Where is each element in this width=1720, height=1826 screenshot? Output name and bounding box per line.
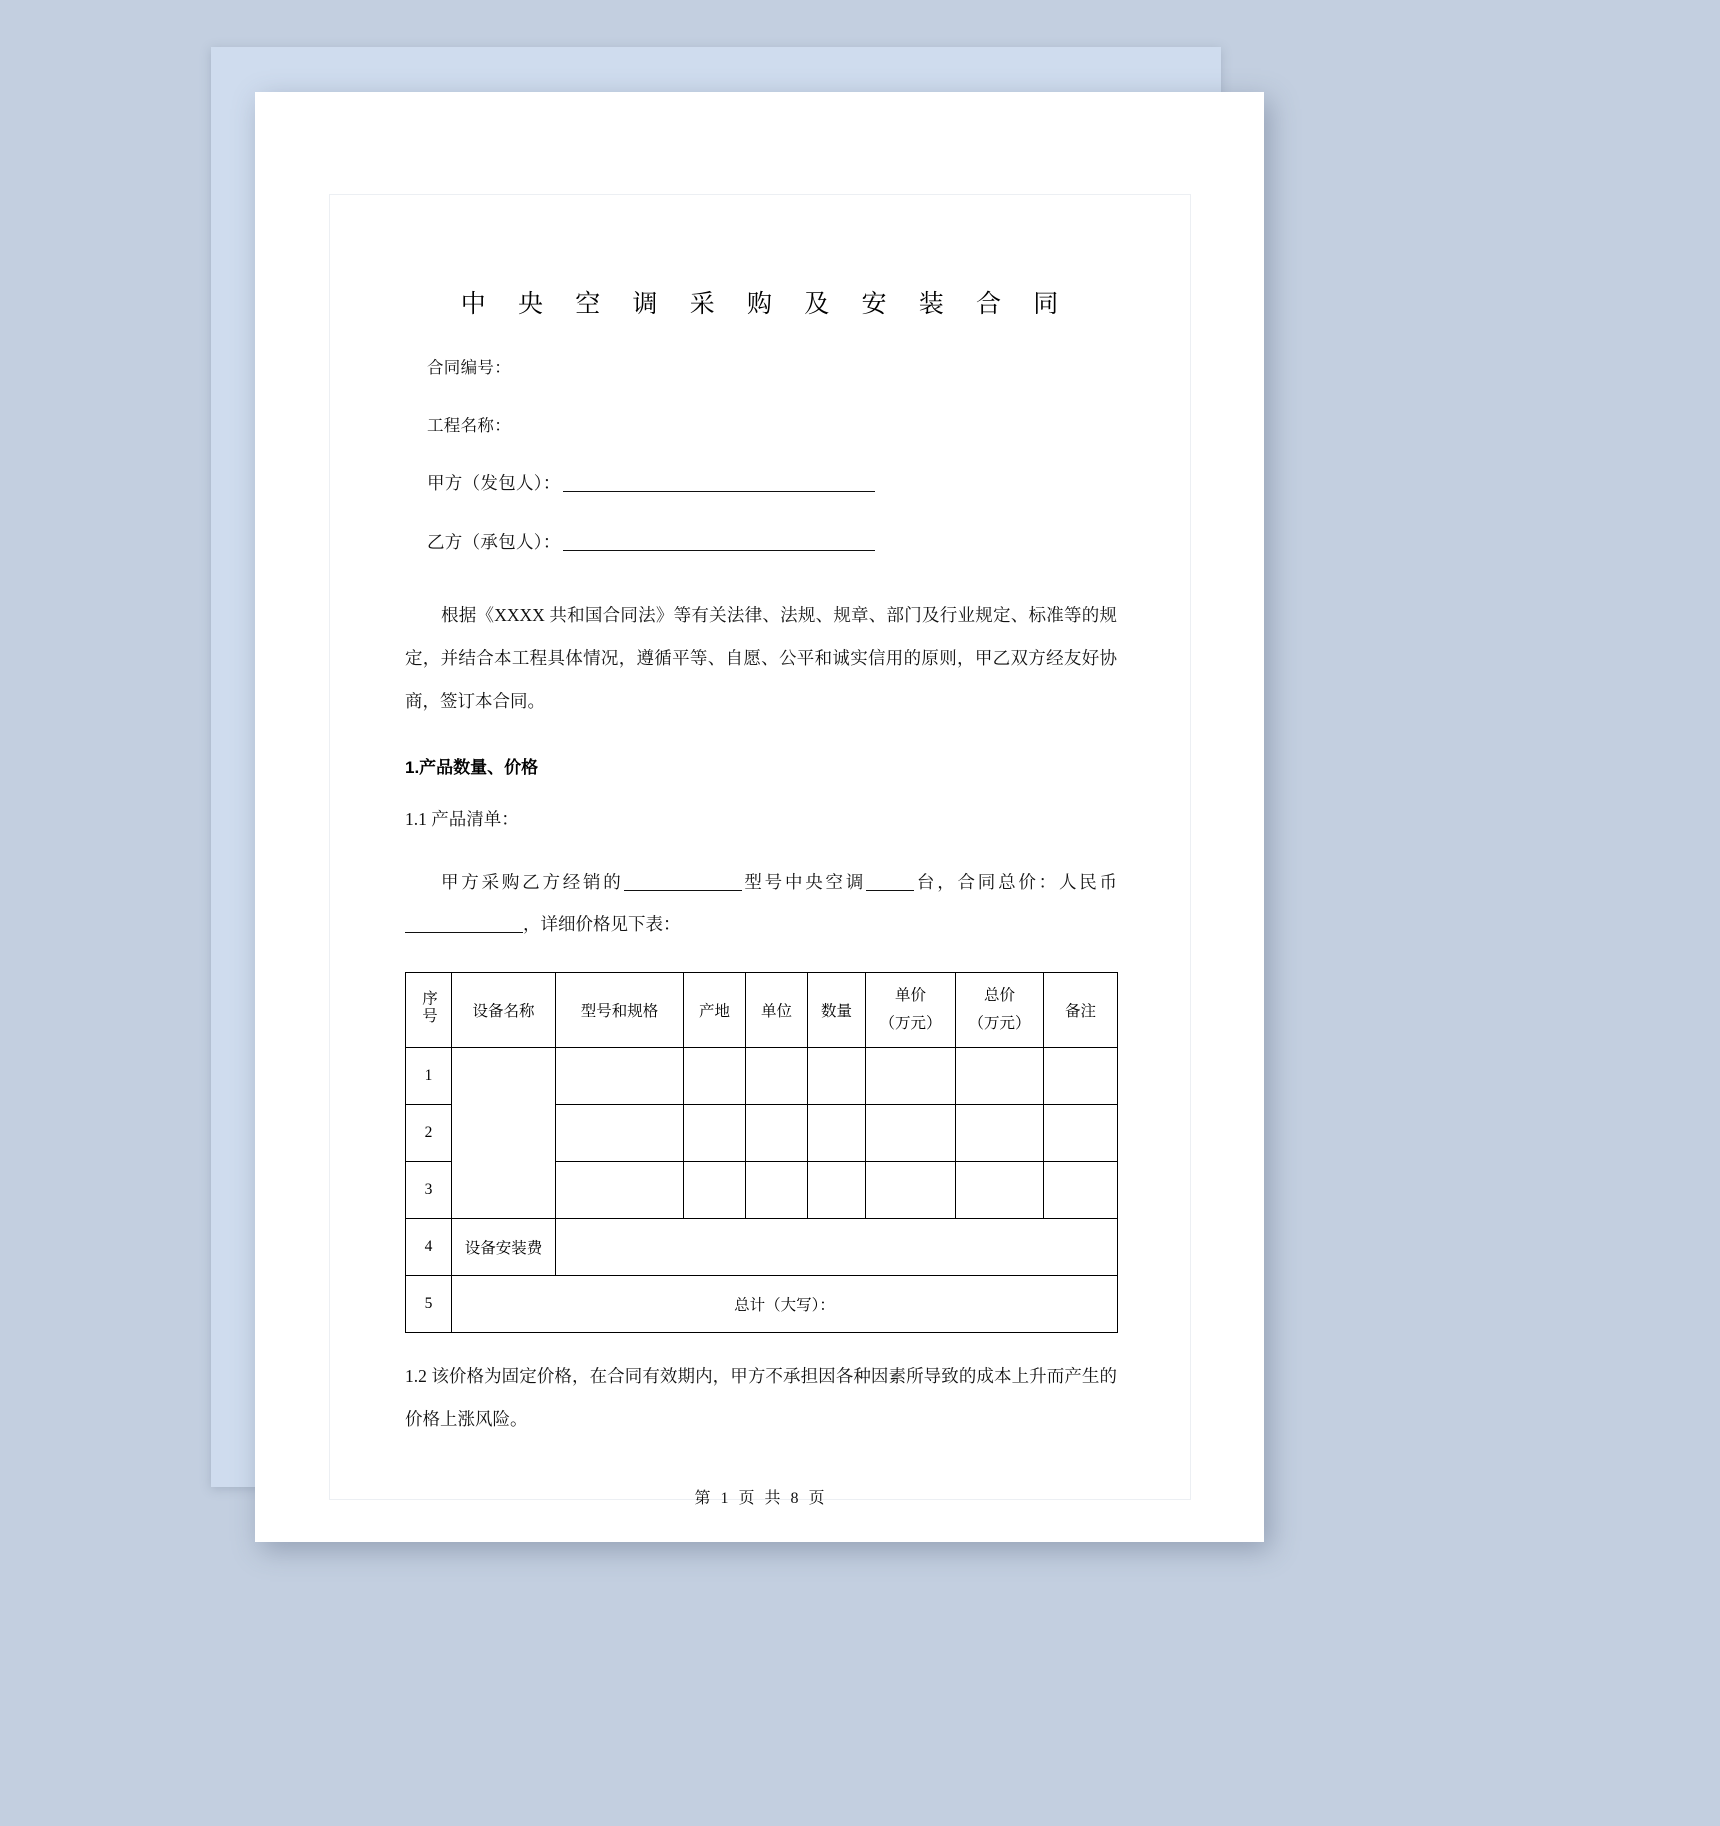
table-header-unit: 单位 — [746, 973, 808, 1048]
table-header-equipment-name: 设备名称 — [452, 973, 556, 1048]
cell-no: 4 — [406, 1219, 452, 1276]
cell-model-spec[interactable] — [556, 1105, 684, 1162]
field-contract-number — [405, 354, 1117, 378]
field-party-b-label: 乙方（承包人）： — [427, 532, 561, 552]
cell-quantity[interactable] — [808, 1162, 866, 1219]
table-header-quantity: 数量 — [808, 973, 866, 1048]
cell-installation-fee-label: 设备安装费 — [452, 1219, 556, 1276]
cell-model-spec[interactable] — [556, 1048, 684, 1105]
table-header-model-spec: 型号和规格 — [556, 973, 684, 1048]
cell-remark[interactable] — [1044, 1048, 1118, 1105]
cell-no: 2 — [406, 1105, 452, 1162]
field-party-a-blank[interactable] — [563, 491, 875, 492]
table-header-origin: 产地 — [684, 973, 746, 1048]
section-1-1-heading: 1.1 产品清单： — [405, 809, 519, 830]
cell-remark[interactable] — [1044, 1105, 1118, 1162]
cell-no: 3 — [406, 1162, 452, 1219]
field-party-a-label: 甲方（发包人）： — [427, 473, 561, 493]
quantity-blank[interactable] — [866, 890, 914, 891]
purchase-paragraph — [405, 861, 1117, 947]
table-header-row — [406, 973, 1118, 1048]
model-blank[interactable] — [624, 890, 742, 891]
cell-equipment-name[interactable] — [452, 1048, 556, 1219]
field-project-name — [405, 412, 1117, 436]
cell-unit[interactable] — [746, 1162, 808, 1219]
document-page — [255, 92, 1264, 1542]
cell-model-spec[interactable] — [556, 1162, 684, 1219]
purchase-text-part3: 台，合同总价：人民币 — [914, 871, 1118, 892]
cell-total-price[interactable] — [956, 1162, 1044, 1219]
table-header-remark: 备注 — [1044, 973, 1118, 1048]
table-header-no — [406, 973, 452, 1048]
cell-unit[interactable] — [746, 1048, 808, 1105]
table-header-total-price — [956, 973, 1044, 1048]
table-header-total-price-line1: 总价 — [983, 986, 1015, 1004]
total-amount-blank[interactable] — [405, 932, 523, 933]
table-header-no-text: 序号 — [420, 990, 438, 1026]
table-header-unit-price-line1: 单价 — [894, 986, 926, 1004]
field-party-b — [405, 529, 1117, 554]
cell-origin[interactable] — [684, 1048, 746, 1105]
purchase-text-part2: 型号中央空调 — [741, 871, 867, 892]
cell-total-price[interactable] — [956, 1105, 1044, 1162]
table-row-grand-total — [406, 1276, 1118, 1333]
cell-origin[interactable] — [684, 1105, 746, 1162]
field-contract-number-label: 合同编号： — [427, 359, 511, 377]
table-row-installation-fee — [406, 1219, 1118, 1276]
cell-quantity[interactable] — [808, 1105, 866, 1162]
cell-total-price[interactable] — [956, 1048, 1044, 1105]
field-party-a — [405, 470, 1117, 495]
cell-unit-price[interactable] — [866, 1162, 956, 1219]
field-party-b-blank[interactable] — [563, 550, 875, 551]
cell-unit-price[interactable] — [866, 1048, 956, 1105]
table-header-unit-price — [866, 973, 956, 1048]
purchase-text-part1: 甲方采购乙方经销的 — [441, 871, 624, 892]
document-content — [405, 284, 1117, 1508]
cell-installation-fee-value[interactable] — [556, 1219, 1118, 1276]
section-1-heading: 1.产品数量、价格 — [405, 757, 539, 777]
cell-no: 1 — [406, 1048, 452, 1105]
cell-unit[interactable] — [746, 1105, 808, 1162]
table-row — [406, 1048, 1118, 1105]
cell-quantity[interactable] — [808, 1048, 866, 1105]
preamble-paragraph: 根据《XXXX 共和国合同法》等有关法律、法规、规章、部门及行业规定、标准等的规定，并结合本工程具体情况，遵循平等、自愿、公平和诚实信用的原则，甲乙双方经友好协商，签订本合同。 — [405, 605, 1117, 711]
table-header-unit-price-line2: （万元） — [879, 1015, 942, 1033]
cell-origin[interactable] — [684, 1162, 746, 1219]
cell-remark[interactable] — [1044, 1162, 1118, 1219]
field-project-name-label: 工程名称： — [427, 417, 511, 435]
product-list-table — [405, 972, 1118, 1333]
purchase-text-part4: ，详细价格见下表： — [523, 914, 681, 935]
page-footer: 第 1 页 共 8 页 — [694, 1490, 828, 1508]
page-title: 中 央 空 调 采 购 及 安 装 合 同 — [460, 291, 1072, 318]
cell-unit-price[interactable] — [866, 1105, 956, 1162]
section-1-2-paragraph: 1.2 该价格为固定价格，在合同有效期内，甲方不承担因各种因素所导致的成本上升而产生的价格上涨风险。 — [405, 1366, 1117, 1430]
cell-grand-total-label[interactable]: 总计（大写）： — [452, 1276, 1118, 1333]
table-header-total-price-line2: （万元） — [968, 1015, 1031, 1033]
cell-no: 5 — [406, 1276, 452, 1333]
